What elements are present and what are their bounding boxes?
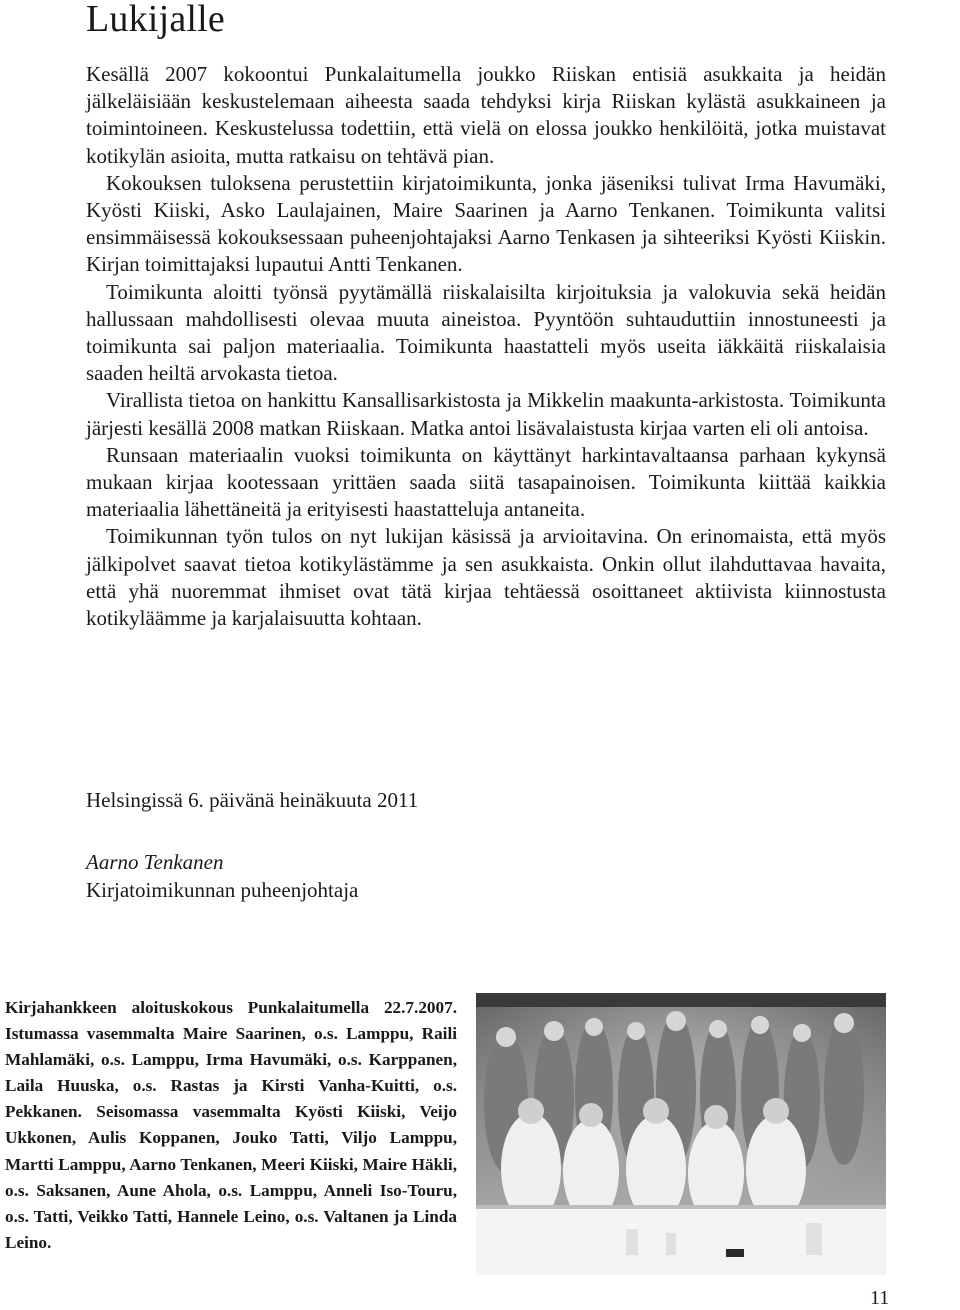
- foreword-body: [86, 61, 886, 632]
- group-photo: [476, 993, 886, 1275]
- page-title: Lukijalle: [86, 0, 225, 40]
- date-line: Helsingissä 6. päivänä heinäkuuta 2011: [86, 788, 419, 812]
- page-number: 11: [870, 1287, 890, 1309]
- paragraph-5: Runsaan materiaalin vuoksi toimikunta on käyttänyt harkintavaltaansa parhaan kykynsä mukaan kirjaa kootessaan yrittäen saada siitä tasapainoisen. Toimikunta kiittää kaikkia materiaalia lähettäneitä ja erityisesti haastatteluja antaneita.: [86, 442, 886, 522]
- paragraph-1: Kesällä 2007 kokoontui Punkalaitumella joukko Riiskan entisiä asukkaita ja heidän jälkeläisiään keskustelemaan aiheesta saada tehdyksi kirja Riiskan kylästä asukkaineen ja toimintoineen. Keskustelussa todettiin, että vielä on elossa joukko henkilöitä, jotka muistavat kotikylän asioita, mutta ratkaisu on tehtävä pian.: [86, 62, 886, 168]
- paragraph-4: Virallista tietoa on hankittu Kansallisarkistosta ja Mikkelin maakunta-arkistosta. Toimikunta järjesti kesällä 2008 matkan Riiskaan. Matka antoi lisävalaistusta kirjaa varten eli oli antoisa.: [86, 388, 886, 440]
- paragraph-3: Toimikunta aloitti työnsä pyytämällä riiskalaisilta kirjoituksia ja valokuvia sekä heidän hallussaan mahdollisesti olevaa muuta aineistoa. Pyyntöön suhtauduttiin innostuneesti ja toimikunta sai paljon materiaalia. Toimikunta haastatteli myös useita iäkkäitä riiskalaisia saaden heiltä arvokasta tietoa.: [86, 279, 886, 386]
- paragraph-6: Toimikunnan työn tulos on nyt lukijan käsissä ja arvioitavina. On erinomaista, että myös jälkipolvet saavat tietoa kotikylästämme ja sen asukkaista. Onkin ollut ilahduttavaa havaita, että yhä nuoremmat ihmiset ovat tätä kirjaa tehtäessä osoittaneet aktiivista kiinnostusta kotikyläämme ja karjalaisuutta kohtaan.: [86, 524, 886, 631]
- paragraph-2: Kokouksen tuloksena perustettiin kirjatoimikunta, jonka jäseniksi tulivat Irma Havumäki, Kyösti Kiiski, Asko Laulajainen, Maire Saarinen ja Aarno Tenkanen. Toimikunta valitsi ensimmäisessä kokouksessaan puheenjohtajaksi Aarno Tenkasen ja sihteeriksi Kyösti Kiiskin. Kirjan toimittajaksi lupautui Antti Tenkanen.: [86, 170, 886, 277]
- photo-caption: Kirjahankkeen aloituskokous Punkalaitumella 22.7.2007. Istumassa vasemmalta Maire Saarinen, o.s. Lamppu, Raili Mahlamäki, o.s. Lamppu, Irma Havumäki, o.s. Karppanen, Laila Huuska, o.s. Rastas ja Kirsti Vanha-Kuitti, o.s. Pekkanen. Seisomassa vasemmalta Kyösti Kiiski, Veijo Ukkonen, Aulis Koppanen, Jouko Tatti, Viljo Lamppu, Martti Lamppu, Aarno Tenkanen, Meeri Kiiski, Maire Häkli, o.s. Saksanen, Aune Ahola, o.s. Lamppu, Anneli Iso-Touru, o.s. Tatti, Veikko Tatti, Hannele Leino, o.s. Valtanen ja Linda Leino.: [5, 998, 457, 1252]
- signature-name: Aarno Tenkanen: [86, 850, 224, 874]
- signature-role: Kirjatoimikunnan puheenjohtaja: [86, 878, 359, 902]
